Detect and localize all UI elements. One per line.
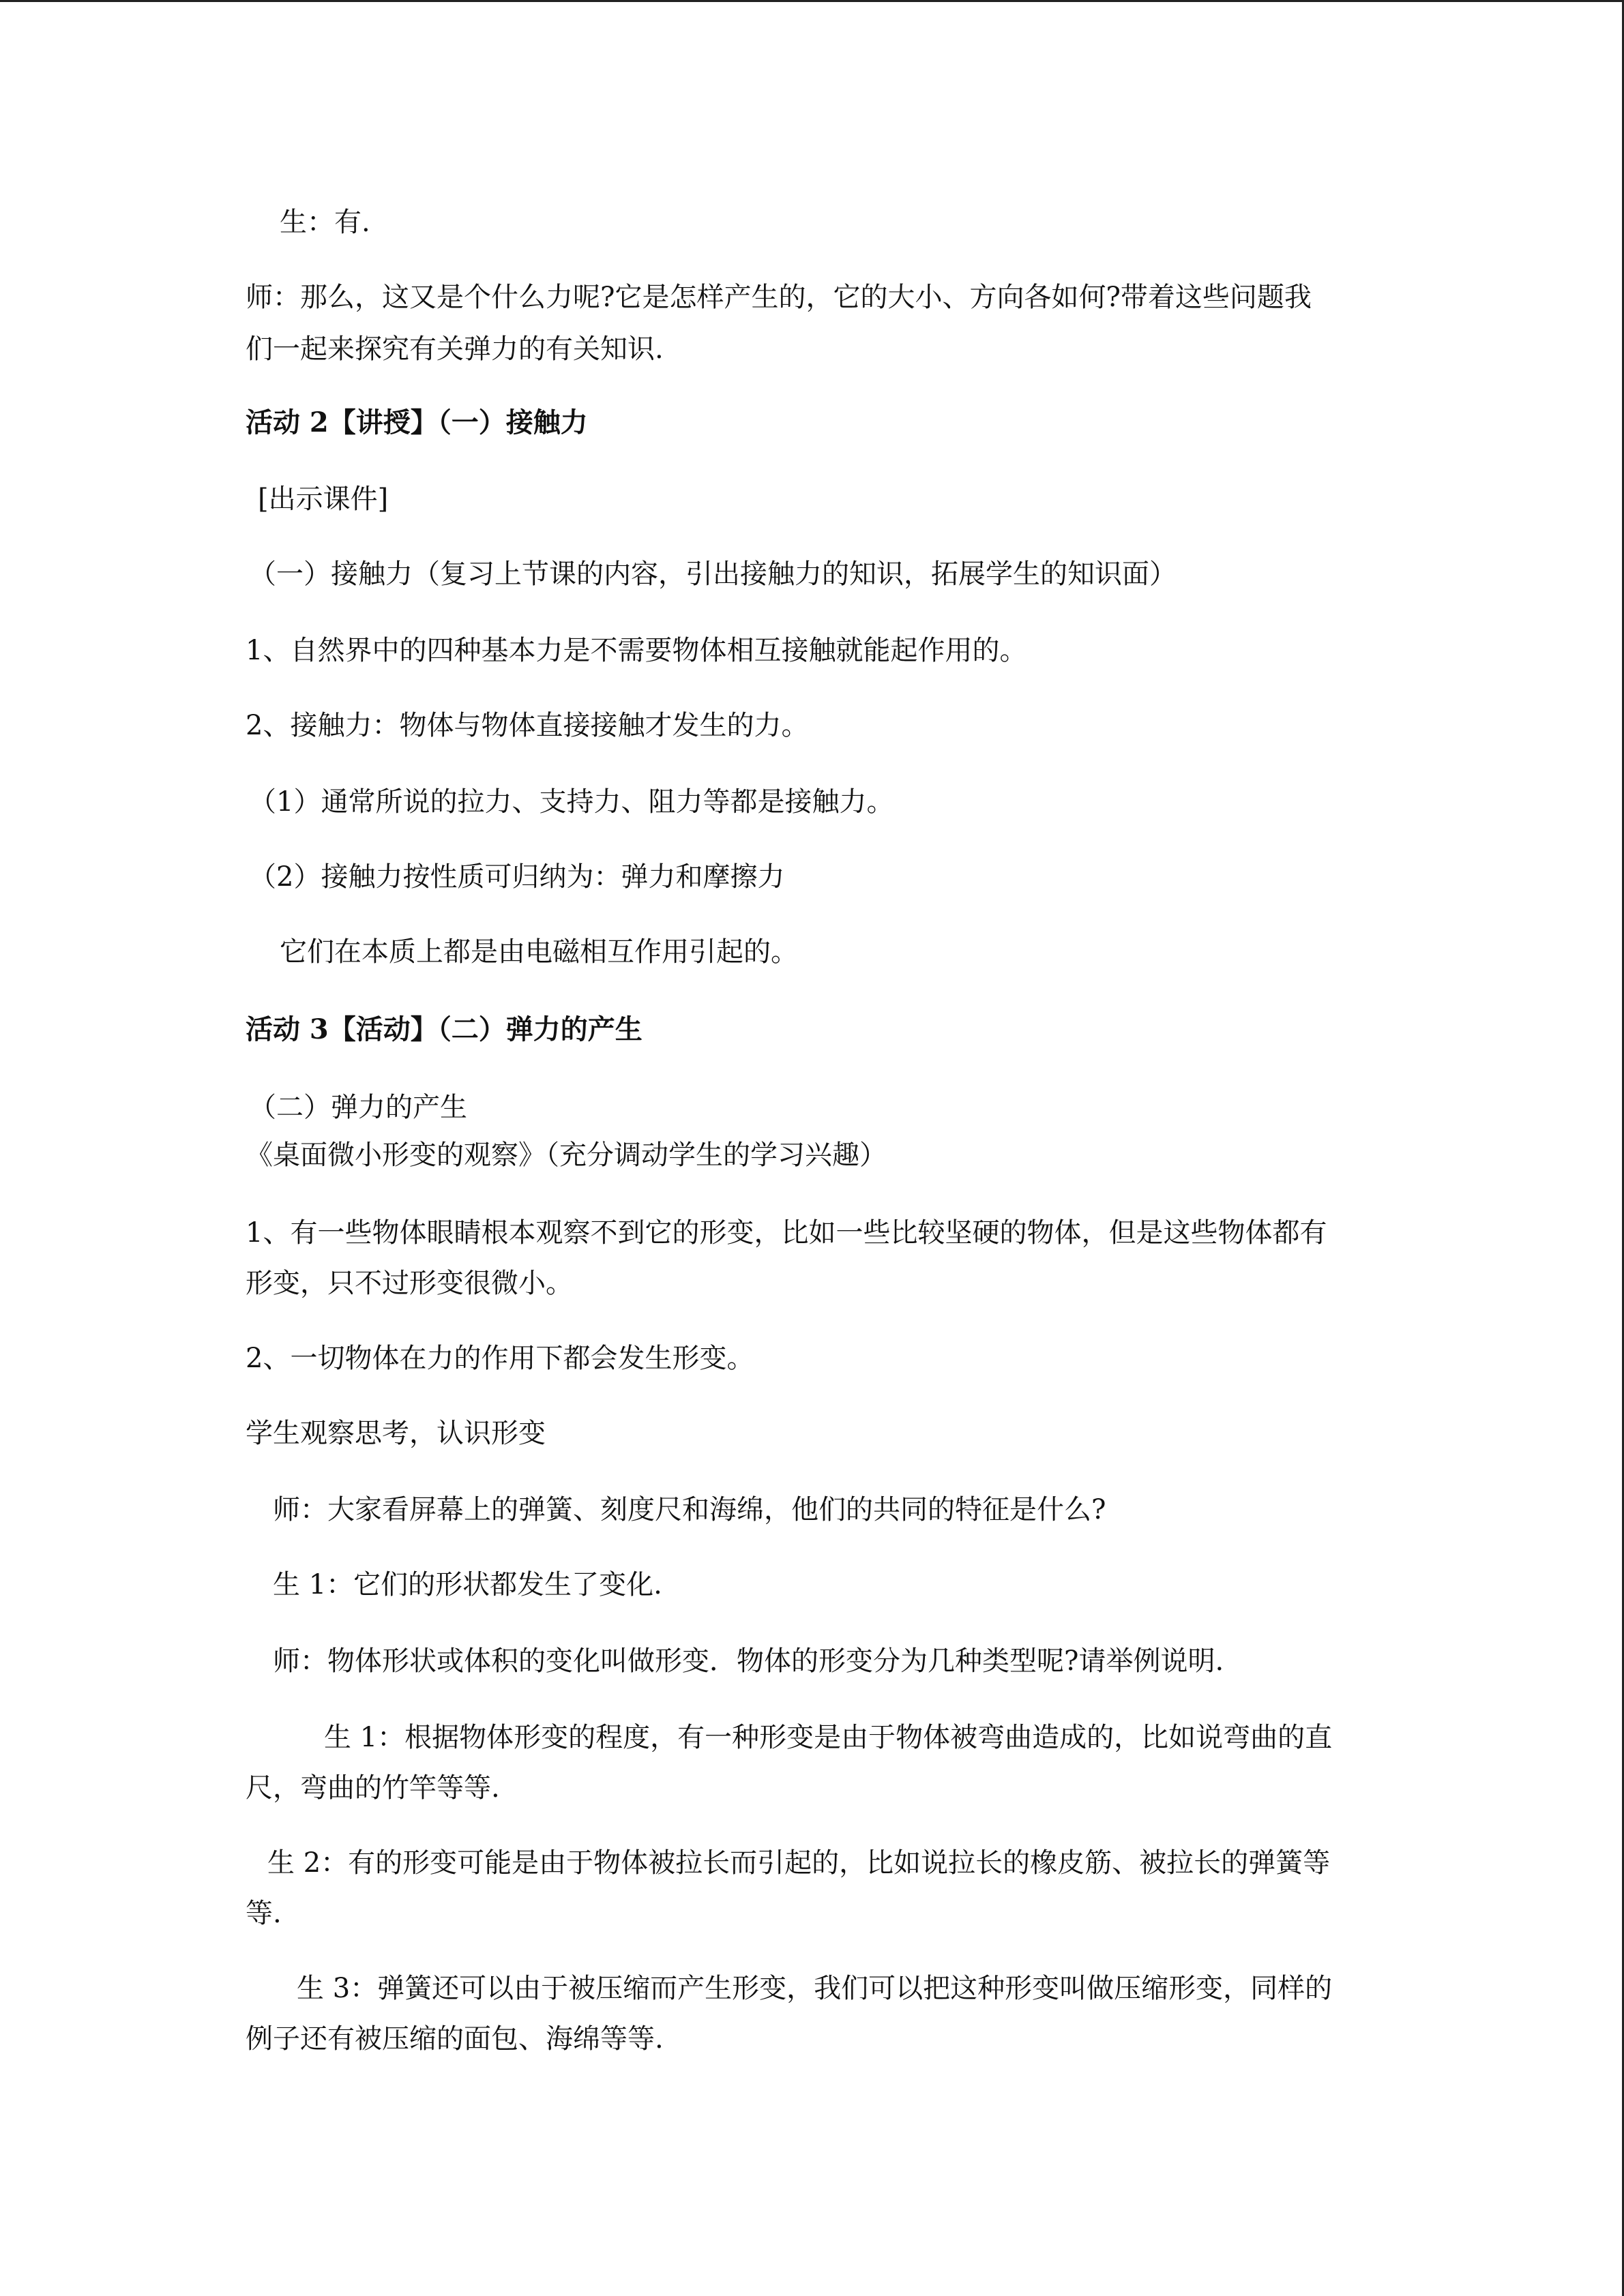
paragraph-line: 学生观察思考，认识形变: [246, 1418, 546, 1449]
list-item: 2、一切物体在力的作用下都会发生形变。: [246, 1343, 754, 1374]
paragraph-line: 《桌面微小形变的观察》（充分调动学生的学习兴趣）: [246, 1139, 887, 1171]
list-item: 形变，只不过形变很微小。: [246, 1268, 573, 1299]
paragraph-line: [出示课件]: [258, 483, 389, 515]
dialogue-line: 例子还有被压缩的面包、海绵等等.: [246, 2023, 664, 2055]
paragraph-line: （一）接触力（复习上节课的内容，引出接触力的知识，拓展学生的知识面）: [249, 558, 1177, 590]
list-item: 2、接触力：物体与物体直接接触才发生的力。: [246, 710, 809, 741]
section-heading-activity-3: 活动 3【活动】（二）弹力的产生: [246, 1013, 643, 1045]
list-item: （2）接触力按性质可归纳为：弹力和摩擦力: [249, 861, 785, 893]
section-heading-activity-2: 活动 2【讲授】（一）接触力: [246, 406, 588, 438]
paragraph-line: 师：那么，这又是个什么力呢?它是怎样产生的，它的大小、方向各如何?带着这些问题我: [246, 282, 1312, 313]
dialogue-line: 生 3：弹簧还可以由于被压缩而产生形变，我们可以把这种形变叫做压缩形变，同样的: [297, 1973, 1333, 2004]
dialogue-line: 等.: [246, 1898, 282, 1929]
list-item: 1、有一些物体眼睛根本观察不到它的形变，比如一些比较坚硬的物体，但是这些物体都有: [246, 1217, 1327, 1249]
dialogue-line: 生 2：有的形变可能是由于物体被拉长而引起的，比如说拉长的橡皮筋、被拉长的弹簧等: [267, 1847, 1331, 1879]
dialogue-line: 尺，弯曲的竹竿等等.: [246, 1772, 500, 1804]
dialogue-line: 生 1：根据物体形变的程度，有一种形变是由于物体被弯曲造成的，比如说弯曲的直: [324, 1722, 1333, 1753]
dialogue-line: 师：大家看屏幕上的弹簧、刻度尺和海绵，他们的共同的特征是什么?: [273, 1494, 1106, 1525]
paragraph-line: 生：有.: [280, 207, 370, 238]
paragraph-line: 它们在本质上都是由电磁相互作用引起的。: [280, 936, 798, 968]
list-item: （1）通常所说的拉力、支持力、阻力等都是接触力。: [249, 786, 894, 818]
list-item: 1、自然界中的四种基本力是不需要物体相互接触就能起作用的。: [246, 635, 1027, 666]
dialogue-line: 师：物体形状或体积的变化叫做形变．物体的形变分为几种类型呢?请举例说明.: [273, 1645, 1224, 1677]
paragraph-line: （二）弹力的产生: [249, 1092, 467, 1123]
dialogue-line: 生 1：它们的形状都发生了变化.: [273, 1569, 662, 1600]
paragraph-line: 们一起来探究有关弹力的有关知识.: [246, 333, 664, 365]
